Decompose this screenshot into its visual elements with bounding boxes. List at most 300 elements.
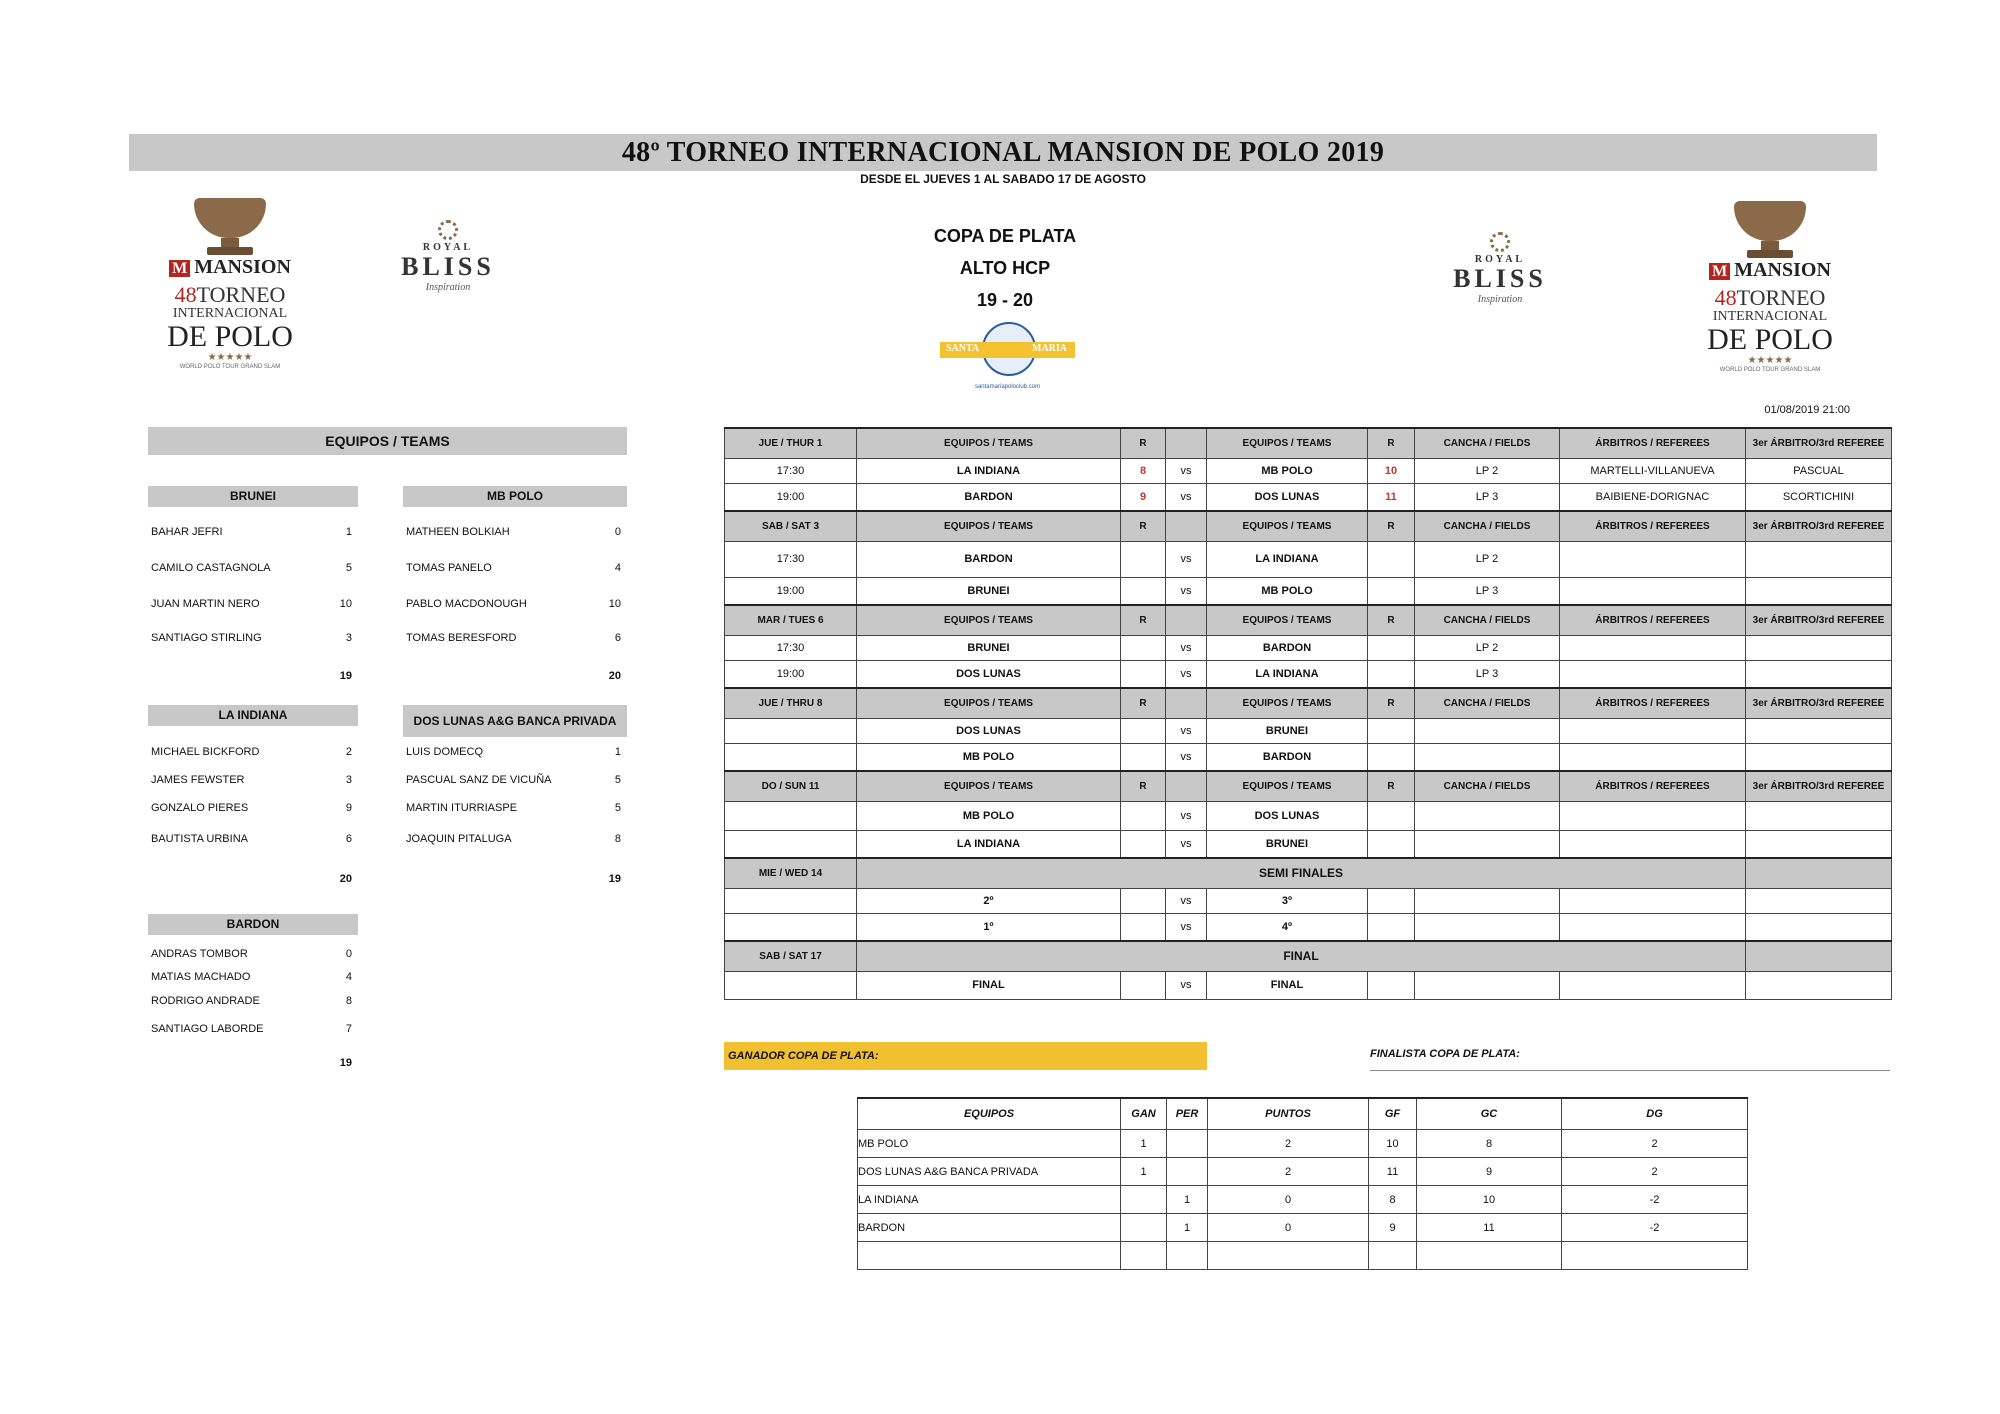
team-2-score [1368,801,1415,830]
team-1: FINAL [857,971,1121,999]
team-2-score: 11 [1368,483,1415,511]
third-referee-header: 3er ÁRBITRO/3rd REFEREE [1746,605,1892,635]
fields-header: CANCHA / FIELDS [1415,688,1560,718]
player-handicap: 5 [614,774,621,786]
vs-label: vs [1166,888,1207,913]
player-name: GONZALO PIERES [151,802,249,814]
player-name: SANTIAGO STIRLING [151,632,262,644]
teams-header: EQUIPOS / TEAMS [857,511,1121,541]
referees [1560,718,1746,743]
standings-value [1167,1158,1208,1186]
player-name: PASCUAL SANZ DE VICUÑA [406,774,552,786]
standings-row [858,1158,1748,1186]
standings-value: 8 [1369,1186,1417,1214]
santa-maria-club-logo: SANTA MARIA santamariapoloclub.com [940,320,1075,400]
standings-header-row [858,1098,1748,1130]
teams-header: EQUIPOS / TEAMS [1207,428,1368,458]
team-2-score [1368,577,1415,605]
team-2: 4º [1207,913,1368,941]
teams-header: EQUIPOS / TEAMS [1207,511,1368,541]
player-handicap: 4 [614,562,621,574]
field: LP 2 [1415,541,1560,577]
team-2-score [1368,888,1415,913]
field [1415,830,1560,858]
vs-label: vs [1166,913,1207,941]
third-referee [1746,743,1892,771]
standings-value [1121,1186,1167,1214]
team-1-score [1121,660,1166,688]
day-label: SAB / SAT 17 [725,941,857,971]
standings-value: 10 [1417,1186,1562,1214]
team-2-score [1368,718,1415,743]
vs-label: vs [1166,718,1207,743]
team-2-score [1368,830,1415,858]
field [1415,718,1560,743]
field [1415,888,1560,913]
third-referee [1746,660,1892,688]
vs-label: vs [1166,743,1207,771]
third-referee-header: 3er ÁRBITRO/3rd REFEREE [1746,771,1892,801]
title-bar [129,134,1877,171]
standings-value: -2 [1562,1214,1748,1242]
player-handicap: 0 [345,948,352,960]
vs-label: vs [1166,483,1207,511]
stage-label: FINAL [857,941,1746,971]
match-row [725,888,1892,913]
standings-row [858,1130,1748,1158]
team-1-score [1121,913,1166,941]
standings-table [857,1097,1748,1270]
team-total-handicap: 20 [608,670,621,682]
field [1415,971,1560,999]
teams-header: EQUIPOS / TEAMS [1207,771,1368,801]
player-name: SANTIAGO LABORDE [151,1023,264,1035]
referees: BAIBIENE-DORIGNAC [1560,483,1746,511]
standings-team: BARDON [858,1214,1121,1242]
player-handicap: 6 [614,632,621,644]
standings-value: 0 [1208,1214,1369,1242]
team-2: MB POLO [1207,458,1368,483]
referees [1560,830,1746,858]
team-1-score [1121,541,1166,577]
player-handicap: 10 [608,598,621,610]
team-1-score: 9 [1121,483,1166,511]
team-1-score: 8 [1121,458,1166,483]
field: LP 3 [1415,577,1560,605]
team-2: BRUNEI [1207,718,1368,743]
player-name: JAMES FEWSTER [151,774,245,786]
standings-value: 1 [1121,1158,1167,1186]
player-name: CAMILO CASTAGNOLA [151,562,271,574]
standings-value: 9 [1417,1158,1562,1186]
third-referee [1746,635,1892,660]
referees [1560,660,1746,688]
vs-header [1166,511,1207,541]
match-time: 19:00 [725,483,857,511]
team-1: BARDON [857,483,1121,511]
teams-header: EQUIPOS / TEAMS [148,427,627,455]
team-1-score [1121,801,1166,830]
player-name: MATHEEN BOLKIAH [406,526,510,538]
player-handicap: 6 [345,833,352,845]
team-2: DOS LUNAS [1207,801,1368,830]
winner-label: GANADOR COPA DE PLATA: [724,1042,1207,1070]
standings-value: 2 [1208,1158,1369,1186]
royal-bliss-logo-right: ROYAL BLISS Inspiration [1440,232,1560,312]
vs-label: vs [1166,830,1207,858]
standings-value: 0 [1208,1186,1369,1214]
standings-value: -2 [1562,1186,1748,1214]
day-header-row [725,428,1892,458]
field: LP 3 [1415,483,1560,511]
team-2: DOS LUNAS [1207,483,1368,511]
standings-value: 1 [1167,1186,1208,1214]
field [1415,801,1560,830]
third-referee [1746,971,1892,999]
fields-header: CANCHA / FIELDS [1415,428,1560,458]
match-time: 17:30 [725,458,857,483]
referees-header: ÁRBITROS / REFEREES [1560,511,1746,541]
result-header: R [1368,511,1415,541]
team-1: DOS LUNAS [857,660,1121,688]
standings-value [1121,1214,1167,1242]
teams-header: EQUIPOS / TEAMS [1207,688,1368,718]
day-label: JUE / THUR 1 [725,428,857,458]
finalist-label: FINALISTA COPA DE PLATA: [1370,1048,1890,1071]
referees-header: ÁRBITROS / REFEREES [1560,605,1746,635]
player-name: JUAN MARTIN NERO [151,598,260,610]
referees [1560,541,1746,577]
player-handicap: 8 [614,833,621,845]
third-referee [1746,801,1892,830]
result-header: R [1121,511,1166,541]
referees [1560,888,1746,913]
team-1-score [1121,743,1166,771]
standings-value [1121,1242,1167,1270]
referees: MARTELLI-VILLANUEVA [1560,458,1746,483]
standings-row [858,1242,1748,1270]
player-name: MARTIN ITURRIASPE [406,802,518,814]
match-time: 17:30 [725,635,857,660]
standings-row [858,1186,1748,1214]
player-handicap: 3 [345,632,352,644]
standings-value [1369,1242,1417,1270]
team-name: DOS LUNAS A&G BANCA PRIVADA [403,705,627,737]
match-row [725,743,1892,771]
field [1415,743,1560,771]
field: LP 2 [1415,635,1560,660]
match-time [725,801,857,830]
day-label: JUE / THRU 8 [725,688,857,718]
standings-value: 11 [1417,1214,1562,1242]
standings-column-header: PER [1167,1098,1208,1130]
field: LP 2 [1415,458,1560,483]
result-header: R [1368,428,1415,458]
team-total-handicap: 19 [339,670,352,682]
match-row [725,718,1892,743]
team-2: BRUNEI [1207,830,1368,858]
mansion-logo-right: M MANSION 48TORNEO INTERNACIONAL DE POLO ★★★★★ WORLD POLO TOUR GRAND SLAM [1695,193,1845,373]
match-time [725,830,857,858]
referees [1560,913,1746,941]
player-handicap: 5 [614,802,621,814]
vs-header [1166,688,1207,718]
result-header: R [1368,688,1415,718]
player-handicap: 10 [339,598,352,610]
player-handicap: 9 [345,802,352,814]
third-referee [1746,577,1892,605]
standings-value [1417,1242,1562,1270]
vs-label: vs [1166,458,1207,483]
standings-column-header: PUNTOS [1208,1098,1369,1130]
player-handicap: 5 [345,562,352,574]
player-name: TOMAS BERESFORD [406,632,517,644]
field: LP 3 [1415,660,1560,688]
match-time [725,971,857,999]
team-2: MB POLO [1207,577,1368,605]
standings-value [1167,1242,1208,1270]
result-header: R [1121,605,1166,635]
player-handicap: 2 [345,746,352,758]
third-referee: PASCUAL [1746,458,1892,483]
day-label: SAB / SAT 3 [725,511,857,541]
trophy-icon [194,198,266,238]
referees [1560,743,1746,771]
match-row [725,830,1892,858]
team-2: LA INDIANA [1207,660,1368,688]
team-1-score [1121,971,1166,999]
result-header: R [1368,605,1415,635]
vs-header [1166,771,1207,801]
team-total-handicap: 19 [339,1057,352,1069]
referees-header: ÁRBITROS / REFEREES [1560,771,1746,801]
standings-value [1167,1130,1208,1158]
copa-category: ALTO HCP [959,258,1051,278]
player-name: LUIS DOMECQ [406,746,484,758]
vs-label: vs [1166,801,1207,830]
vs-header [1166,605,1207,635]
standings-column-header: GAN [1121,1098,1167,1130]
player-handicap: 1 [345,526,352,538]
crown-icon [438,220,458,240]
teams-header: EQUIPOS / TEAMS [857,605,1121,635]
referees [1560,635,1746,660]
day-header-row [725,771,1892,801]
match-time: 19:00 [725,660,857,688]
team-name: LA INDIANA [148,705,358,726]
player-name: PABLO MACDONOUGH [406,598,527,610]
fields-header: CANCHA / FIELDS [1415,771,1560,801]
player-name: JOAQUIN PITALUGA [406,833,512,845]
match-row [725,541,1892,577]
teams-header: EQUIPOS / TEAMS [857,771,1121,801]
standings-column-header: DG [1562,1098,1748,1130]
player-handicap: 4 [345,971,352,983]
match-row [725,635,1892,660]
third-referee-header: 3er ÁRBITRO/3rd REFEREE [1746,688,1892,718]
mansion-logo-left: M MANSION 48TORNEO INTERNACIONAL DE POLO ★★★★★ WORLD POLO TOUR GRAND SLAM [155,190,305,370]
result-header: R [1121,688,1166,718]
third-referee [1746,541,1892,577]
standings-value: 11 [1369,1158,1417,1186]
team-2-score [1368,635,1415,660]
match-row [725,577,1892,605]
print-timestamp: 01/08/2019 21:00 [1764,404,1850,416]
team-name: BRUNEI [148,486,358,507]
day-label: MIE / WED 14 [725,858,857,888]
match-time [725,888,857,913]
teams-header: EQUIPOS / TEAMS [857,688,1121,718]
field [1415,913,1560,941]
team-1-score [1121,577,1166,605]
empty-cell [1746,941,1892,971]
match-time [725,743,857,771]
team-1-score [1121,635,1166,660]
team-name: MB POLO [403,486,627,507]
team-1-score [1121,830,1166,858]
team-2: FINAL [1207,971,1368,999]
team-1: BARDON [857,541,1121,577]
team-1: LA INDIANA [857,830,1121,858]
referees [1560,801,1746,830]
team-2-score [1368,913,1415,941]
result-header: R [1121,428,1166,458]
match-row [725,458,1892,483]
match-row [725,483,1892,511]
match-row [725,913,1892,941]
standings-value [1208,1242,1369,1270]
team-1: BRUNEI [857,635,1121,660]
team-total-handicap: 19 [608,873,621,885]
crown-icon [1490,232,1510,252]
third-referee [1746,888,1892,913]
trophy-icon [1734,201,1806,241]
match-time: 19:00 [725,577,857,605]
vs-label: vs [1166,971,1207,999]
referees-header: ÁRBITROS / REFEREES [1560,428,1746,458]
day-header-row [725,941,1892,971]
copa-title: COPA DE PLATA [933,226,1077,246]
standings-row [858,1214,1748,1242]
day-header-row [725,511,1892,541]
match-row [725,971,1892,999]
third-referee [1746,830,1892,858]
referees [1560,577,1746,605]
standings-team: MB POLO [858,1130,1121,1158]
schedule-table [724,427,1892,1000]
stage-label: SEMI FINALES [857,858,1746,888]
standings-value: 9 [1369,1214,1417,1242]
referees-header: ÁRBITROS / REFEREES [1560,688,1746,718]
standings-column-header: GC [1417,1098,1562,1130]
day-header-row [725,605,1892,635]
standings-value: 2 [1208,1130,1369,1158]
team-1: 2º [857,888,1121,913]
day-label: DO / SUN 11 [725,771,857,801]
team-2-score [1368,743,1415,771]
fields-header: CANCHA / FIELDS [1415,511,1560,541]
team-1: 1º [857,913,1121,941]
match-time: 17:30 [725,541,857,577]
third-referee-header: 3er ÁRBITRO/3rd REFEREE [1746,428,1892,458]
royal-bliss-logo-left: ROYAL BLISS Inspiration [388,220,508,300]
referees [1560,971,1746,999]
match-row [725,801,1892,830]
standings-value: 1 [1121,1130,1167,1158]
copa-handicap: 19 - 20 [976,290,1034,310]
team-1: DOS LUNAS [857,718,1121,743]
team-2-score [1368,541,1415,577]
standings-team [858,1242,1121,1270]
day-header-row [725,688,1892,718]
standings-value: 10 [1369,1130,1417,1158]
result-header: R [1121,771,1166,801]
match-time [725,718,857,743]
empty-cell [1746,858,1892,888]
third-referee-header: 3er ÁRBITRO/3rd REFEREE [1746,511,1892,541]
match-time [725,913,857,941]
player-name: MATIAS MACHADO [151,971,251,983]
team-total-handicap: 20 [339,873,352,885]
team-1-score [1121,718,1166,743]
day-header-row [725,858,1892,888]
vs-header [1166,428,1207,458]
player-handicap: 7 [345,1023,352,1035]
third-referee [1746,718,1892,743]
player-name: BAHAR JEFRI [151,526,223,538]
team-2-score [1368,971,1415,999]
standings-value: 1 [1167,1214,1208,1242]
team-2-score [1368,660,1415,688]
vs-label: vs [1166,541,1207,577]
match-row [725,660,1892,688]
standings-value: 2 [1562,1158,1748,1186]
teams-header: EQUIPOS / TEAMS [857,428,1121,458]
player-handicap: 0 [614,526,621,538]
team-1-score [1121,888,1166,913]
third-referee [1746,913,1892,941]
standings-team: DOS LUNAS A&G BANCA PRIVADA [858,1158,1121,1186]
teams-header: EQUIPOS / TEAMS [1207,605,1368,635]
standings-value: 2 [1562,1130,1748,1158]
vs-label: vs [1166,660,1207,688]
team-1: LA INDIANA [857,458,1121,483]
player-handicap: 3 [345,774,352,786]
player-name: ANDRAS TOMBOR [151,948,248,960]
player-handicap: 1 [614,746,621,758]
day-label: MAR / TUES 6 [725,605,857,635]
player-handicap: 8 [345,995,352,1007]
standings-column-header: EQUIPOS [858,1098,1121,1130]
page-title: 48º TORNEO INTERNACIONAL MANSION DE POLO 2019 [621,136,1385,168]
player-name: BAUTISTA URBINA [151,833,248,845]
standings-value [1562,1242,1748,1270]
team-2: 3º [1207,888,1368,913]
standings-column-header: GF [1369,1098,1417,1130]
vs-label: vs [1166,577,1207,605]
player-name: RODRIGO ANDRADE [151,995,260,1007]
team-2: BARDON [1207,635,1368,660]
team-1: MB POLO [857,743,1121,771]
standings-team: LA INDIANA [858,1186,1121,1214]
player-name: MICHAEL BICKFORD [151,746,260,758]
team-2: BARDON [1207,743,1368,771]
fields-header: CANCHA / FIELDS [1415,605,1560,635]
team-2: LA INDIANA [1207,541,1368,577]
third-referee: SCORTICHINI [1746,483,1892,511]
standings-value: 8 [1417,1130,1562,1158]
team-1: BRUNEI [857,577,1121,605]
